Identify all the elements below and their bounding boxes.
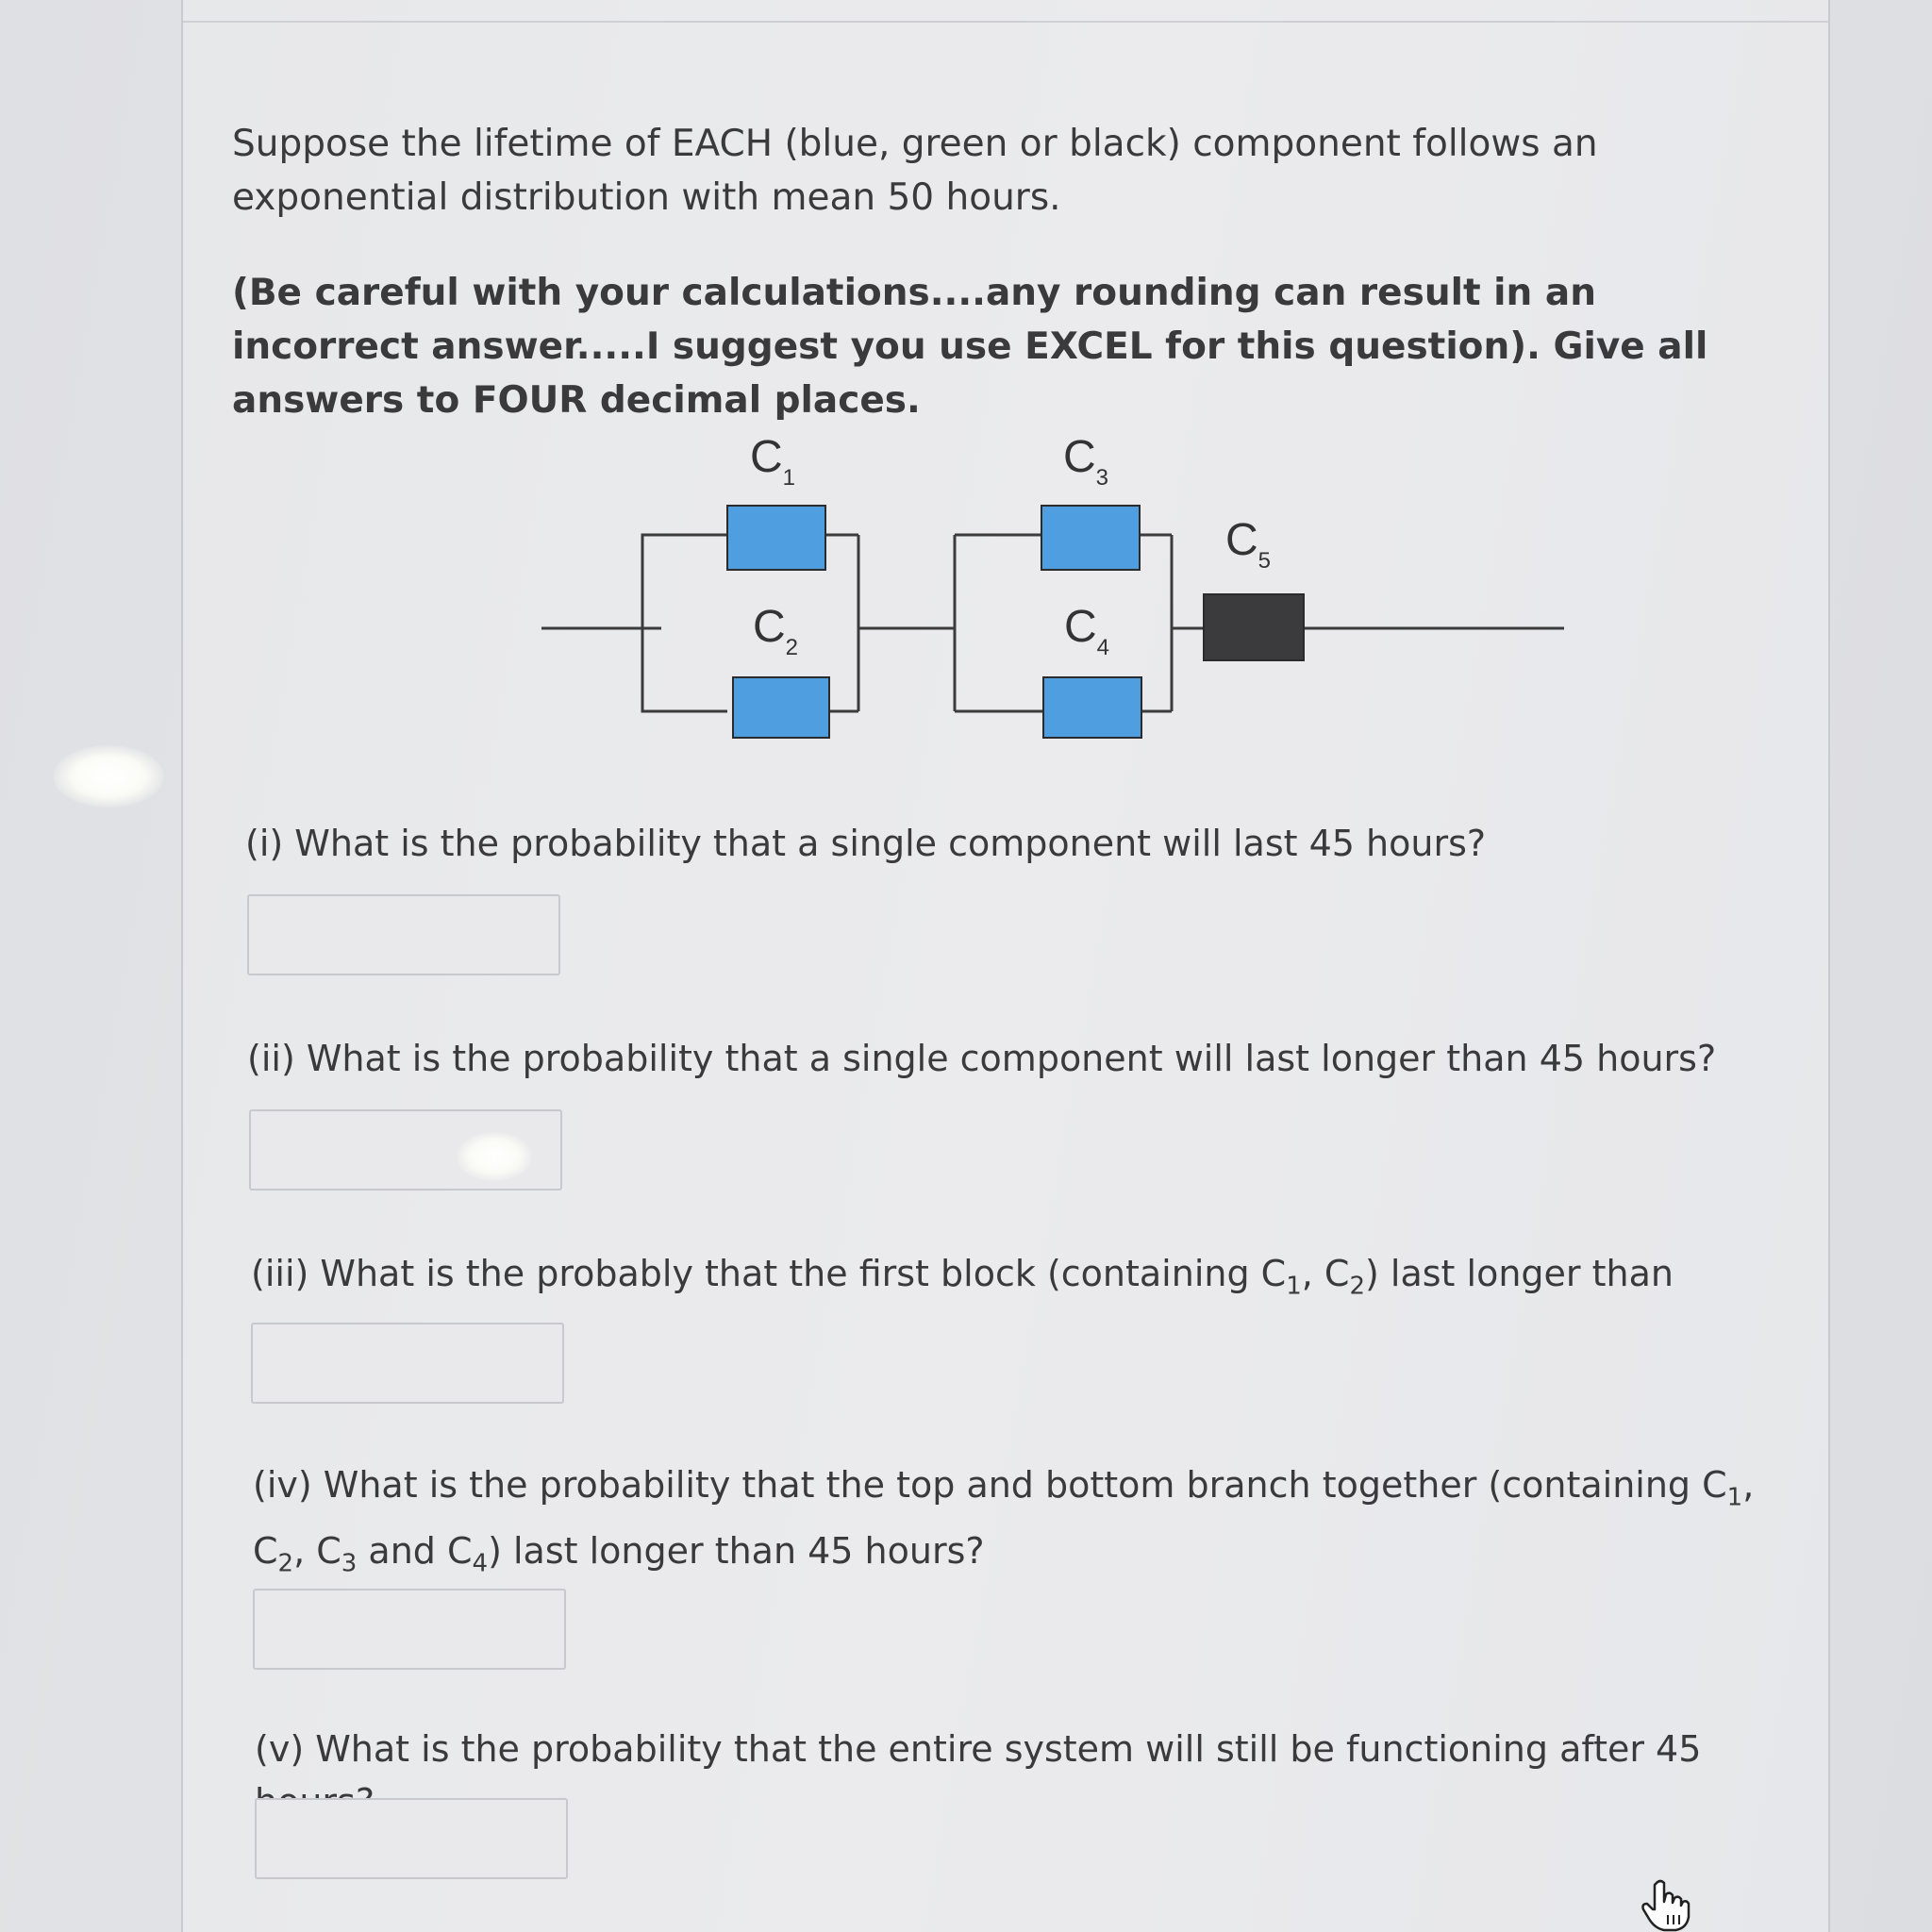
- system-diagram: [541, 415, 1579, 774]
- answer-input-1[interactable]: [249, 896, 558, 974]
- answer-input-3[interactable]: [253, 1324, 562, 1402]
- question-4: (iv) What is the probability that the top and bottom branch together (containing $C_1$, $C_2$, $C_3$ and $C_4$) last longer than 45 hours?: [253, 1464, 1755, 1578]
- screen-glare: [53, 745, 164, 808]
- answer-input-5-box[interactable]: [255, 1798, 568, 1879]
- question-5: (v) What is the probability that the entire system will still be functioning after 45: [255, 1728, 1702, 1770]
- hand-pointer-icon: [1638, 1877, 1694, 1932]
- answer-input-4-box[interactable]: [253, 1589, 566, 1670]
- question-3: (iii) What is the probably that the first block (containing $C_1$, $C_2$) last longer than: [251, 1253, 1674, 1301]
- component-c5: [1204, 594, 1304, 660]
- label-c5: $C_5$: [1225, 515, 1272, 574]
- page-divider: [183, 21, 1828, 23]
- component-c3: [1041, 506, 1140, 570]
- intro-paragraph: Suppose the lifetime of EACH (blue, green or black) component follows an exponential distribution with mean 50 hours.: [232, 123, 1598, 219]
- label-c4: $C_4$: [1064, 602, 1110, 660]
- component-c4: [1043, 677, 1141, 738]
- answer-input-1-box[interactable]: [247, 894, 560, 975]
- answer-input-4[interactable]: [255, 1591, 564, 1668]
- question-2: (ii) What is the probability that a single component will last longer than 45 hours?: [247, 1038, 1717, 1079]
- answer-input-5[interactable]: [257, 1800, 566, 1877]
- quiz-page: [181, 0, 1830, 1932]
- label-c2: $C_2$: [753, 602, 799, 660]
- label-c3: $C_3$: [1063, 432, 1109, 491]
- component-c1: [727, 506, 825, 570]
- answer-input-3-box[interactable]: [251, 1323, 564, 1404]
- instructions-paragraph: (Be careful with your calculations....any rounding can result in an incorrect answer.....I suggest you use EXCEL for this question). Give all answers to FOUR decimal places.: [232, 272, 1708, 422]
- screen-glare-2: [457, 1132, 532, 1181]
- label-c1: $C_1$: [750, 432, 796, 491]
- component-c2: [733, 677, 829, 738]
- question-1: (i) What is the probability that a single component will last 45 hours?: [245, 823, 1487, 864]
